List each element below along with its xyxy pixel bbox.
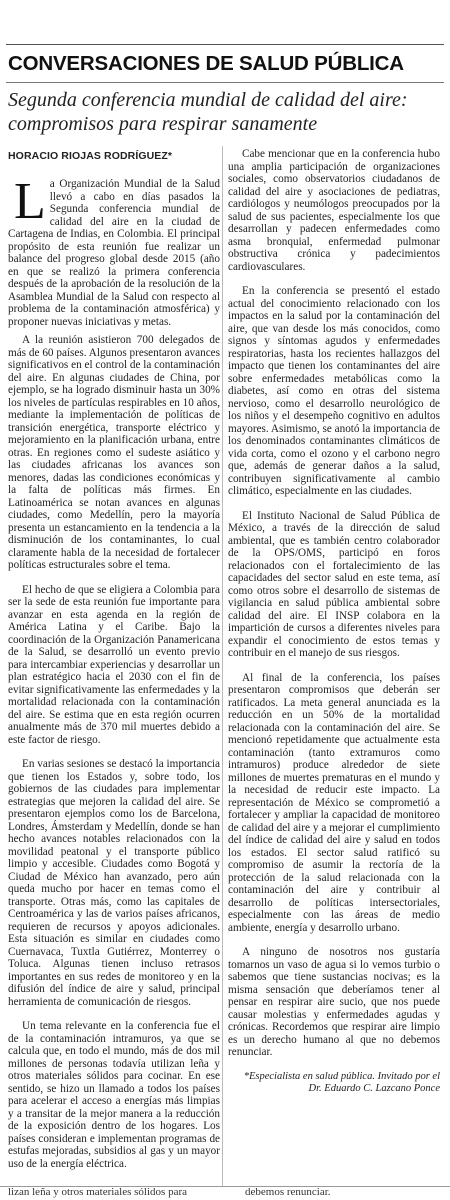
right-column: [228, 0, 440, 1200]
paragraph-5: Un tema relevante en la conferencia fue el de la contaminación intramuros, ya que se calcula que, en todo el mundo, más de dos mil millones de personas todavía utilizan leña y otros materiales sólidos para cocinar. En ese sentido, se hizo un llamado a todos los países para acelerar el acceso a energías más limpias y a transitar de la mejor manera a la reducción de la exposición dentro de los hogares. Los países consideran e implementan programas de estufas mejoradas, subsidios al gas y un mayor uso de la energía eléctrica.: [8, 1020, 220, 1170]
paragraph-6: Cabe mencionar que en la conferencia hubo una amplia participación de organizaciones sociales, como observatorios ciudadanos de calidad del aire y asociaciones de pediatras, cardiólogos y neumólogos preocupados por la salud de sus pacientes, especialmente los que desarrollan y padecen enfermedades como asma bronquial, enfermedad pulmonar obstructiva crónica y padecimientos cardiovasculares.: [228, 148, 440, 273]
bottom-strip-right: debemos renunciar.: [245, 1188, 331, 1198]
paragraph-9: Al final de la conferencia, los países presentaron compromisos que deberán ser ratificados. La meta general anunciada es la reducción en un 50% de la mortalidad relacionada con la contaminación del aire. Se mencionó repetidamente que actualmente esta contaminación (tanto extramuros como intramuros) produce alrededor de siete millones de muertes prematuras en el mundo y la necesidad de reducir este impacto. La representación de México se comprometió a fortalecer y ampliar la capacidad de monitoreo de calidad del aire y a mejorar el cumplimiento del índice de calidad del aire y salud en todos los estados. El sector salud ratificó su compromiso de asumir la rectoría de la protección de la salud relacionada con la contaminación del aire y contribuir al desarrollo de políticas intersectoriales, especialmente con las áreas de medio ambiente, energía y desarrollo urbano.: [228, 671, 440, 934]
page-title: CONVERSACIONES DE SALUD PÚBLICA: [8, 52, 404, 75]
paragraph-8: El Instituto Nacional de Salud Pública de México, a través de la dirección de salud ambiental, que es también centro colaborador de la OPS/OMS, participó en foros relacionados con el fortalecimiento de las capacidades del sector salud en este tema, así como otros sobre el desarrollo de sistemas de vigilancia en salud pública ambiental sobre calidad del aire. El INSP colabora en la impartición de cursos a diferentes niveles para expandir el conocimiento de estos temas y contribuir en el manejo de sus riesgos.: [228, 509, 440, 659]
drop-cap: L: [14, 173, 46, 230]
paragraph-2: A la reunión asistieron 700 delegados de más de 60 países. Algunos presentaron avances significativos en el control de la contaminación del aire. En algunas ciudades de China, por ejemplo, se ha logrado disminuir hasta un 30% los niveles de partículas respirables en 10 años, mediante la implementación de políticas de transición energética, transporte eléctrico y mejoramiento en la planificación urbana, entre otras. En regiones como el sudeste asiático y las ciudades africanas los avances son menores, dadas las condiciones económicas y la falta de políticas más firmes. En Latinoamérica se notan avances en algunas ciudades, como Medellín, pero la mayoría presenta un estancamiento en la tendencia a la disminución de los contaminantes, lo cual claramente habla de la necesidad de fortalecer políticas estructurales sobre el tema.: [8, 334, 220, 571]
paragraph-7: En la conferencia se presentó el estado actual del conocimiento relacionado con los impactos en la salud por la contaminación del aire, que van desde los más conocidos, como signos y síntomas agudos y enfermedades respiratorias, hasta los recientes hallazgos del impacto que tienen los contaminantes del aire sobre enfermedades metabólicas como la diabetes, así como en otras del sistema nervioso, como el desarrollo neurológico de los niños y el desempeño cognitivo en adultos mayores. Asimismo, se anotó la importancia de los denominados contaminantes climáticos de vida corta, como el ozono y el carbono negro que, además de generar daños a la salud, contribuyen significativamente al cambio climático, especialmente en las ciudades.: [228, 285, 440, 497]
left-column: [8, 0, 220, 1200]
paragraph-intro: [8, 173, 220, 328]
left-column-body: [8, 334, 220, 1182]
bottom-strip: [0, 1188, 450, 1200]
author-note: *Especialista en salud pública. Invitado por el Dr. Eduardo C. Lazcano Ponce: [243, 1070, 440, 1094]
right-column-body: [228, 148, 440, 1107]
paragraph-10: A ninguno de nosotros nos gustaría tomarnos un vaso de agua si lo vemos turbio o sabemos que tiene sustancias nocivas; es la misma sensación que deberíamos tener al pensar en respirar aire sucio, que nos puede causar molestias y enfermedades agudas y crónicas. Recordemos que respirar aire limpio es un derecho humano al que no debemos renunciar.: [228, 946, 440, 1058]
paragraph-3: El hecho de que se eligiera a Colombia para ser la sede de esta reunión fue importante para avanzar en esta agenda en la región de América Latina y el Caribe. Bajo la coordinación de la Organización Panamericana de la Salud, se desarrolló un evento previo para intercambiar experiencias y desarrollar un plan estratégico hacia el 2030 con el fin de evitar significativamente las enfermedades y la mortalidad relacionada con la contaminación del aire. Se estima que en esta región ocurren anualmente más de 370 mil muertes debido a este factor de riesgo.: [8, 583, 220, 746]
article-subtitle: Segunda conferencia mundial de calidad del aire: compromisos para respirar sanamente: [8, 89, 408, 135]
column-divider: [222, 146, 223, 1186]
bottom-rule: [0, 1186, 450, 1187]
intro-block: [8, 173, 220, 340]
paragraph-4: En varias sesiones se destacó la importancia que tienen los Estados y, sobre todo, los gobiernos de las ciudades para implementar estrategias que mejoren la calidad del aire. Se presentaron ejemplos como los de Barcelona, Londres, Ámsterdam y Medellín, donde se han hecho avances notables relacionados con la movilidad peatonal y el transporte público limpio y accesible. Ciudades como Bogotá y Ciudad de México han avanzado, pero aún queda mucho por hacer en temas como el transporte. Otras más, como las capitales de Centroamérica y las de varios países africanos, requieren de recursos y apoyos adicionales. Esta situación es similar en ciudades como Cuernavaca, Tuxtla Gutiérrez, Monterrey o Toluca. Algunas tienen incluso retrasos importantes en sus redes de monitoreo y en la difusión del índice de aire y salud, principal herramienta de comunicación de riesgos.: [8, 758, 220, 1008]
paragraph-1-text: a Organización Mundial de la Salud llevó a cabo en días pasados la Segunda conferencia mundial de calidad del aire en la ciudad de Cartagena de Indias, en Colombia. El principal propósito de esta reunión fue realizar un balance del progreso global desde 2015 (año en que se realizó la primera conferencia después de la aprobación de la resolución de la Asamblea Mundial de la Salud con respecto al problema de la contaminación atmosférica) y proponer nuevas iniciativas y metas.: [8, 178, 220, 328]
bottom-strip-left: lizan leña y otros materiales sólidos para: [8, 1188, 187, 1198]
author-byline: HORACIO RIOJAS RODRÍGUEZ*: [8, 150, 173, 162]
